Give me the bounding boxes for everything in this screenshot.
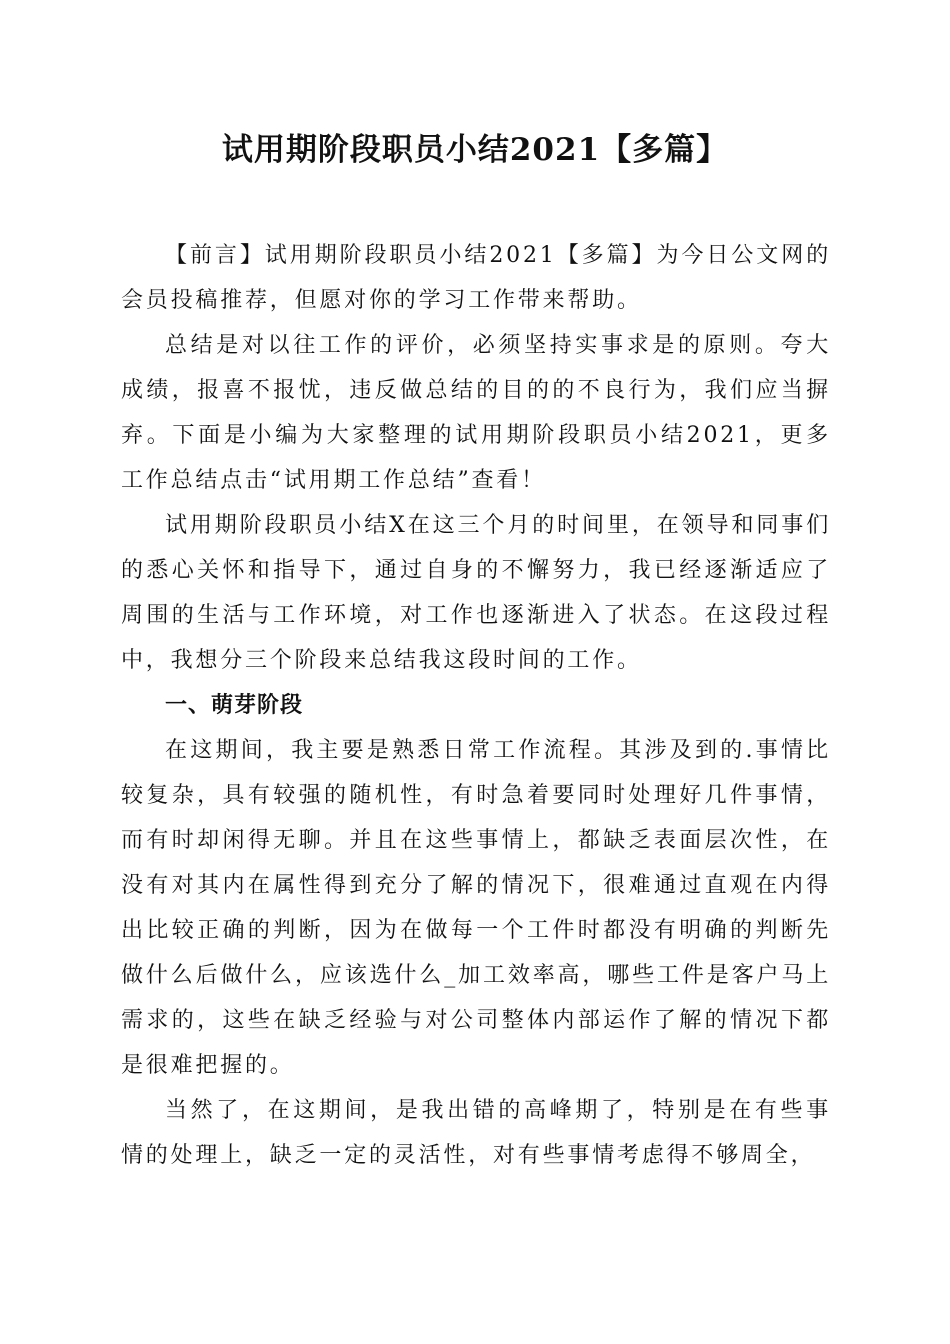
- summary-paragraph: 试用期阶段职员小结X在这三个月的时间里，在领导和同事们的悉心关怀和指导下，通过自身的不懈努力，我已经逐渐适应了周围的生活与工作环境，对工作也逐渐进入了状态。在这段过程中，我想分三个阶段来总结我这段时间的工作。: [121, 513, 831, 673]
- preface-paragraph: 【前言】试用期阶段职员小结2021【多篇】为今日公文网的会员投稿推荐，但愿对你的学习工作带来帮助。: [121, 243, 831, 313]
- document-body: [121, 233, 831, 1178]
- intro-paragraph: 总结是对以往工作的评价，必须坚持实事求是的原则。夸大成绩，报喜不报忧，违反做总结的目的的不良行为，我们应当摒弃。下面是小编为大家整理的试用期阶段职员小结2021，更多工作总结点击“试用期工作总结”查看！: [121, 333, 831, 493]
- document-title: 试用期阶段职员小结2021【多篇】: [221, 132, 729, 168]
- section-heading-1: 一、萌芽阶段: [165, 693, 304, 718]
- mistakes-paragraph: 当然了，在这期间，是我出错的高峰期了，特别是在有些事情的处理上，缺乏一定的灵活性，对有些事情考虑得不够周全，: [121, 1098, 831, 1168]
- stage1-paragraph: 在这期间，我主要是熟悉日常工作流程。其涉及到的.事情比较复杂，具有较强的随机性，有时急着要同时处理好几件事情，而有时却闲得无聊。并且在这些事情上，都缺乏表面层次性，在没有对其内在属性得到充分了解的情况下，很难通过直观在内得出比较正确的判断，因为在做每一个工件时都没有明确的判断先做什么后做什么，应该选什么_加工效率高，哪些工件是客户马上需求的，这些在缺乏经验与对公司整体内部运作了解的情况下都是很难把握的。: [121, 738, 831, 1078]
